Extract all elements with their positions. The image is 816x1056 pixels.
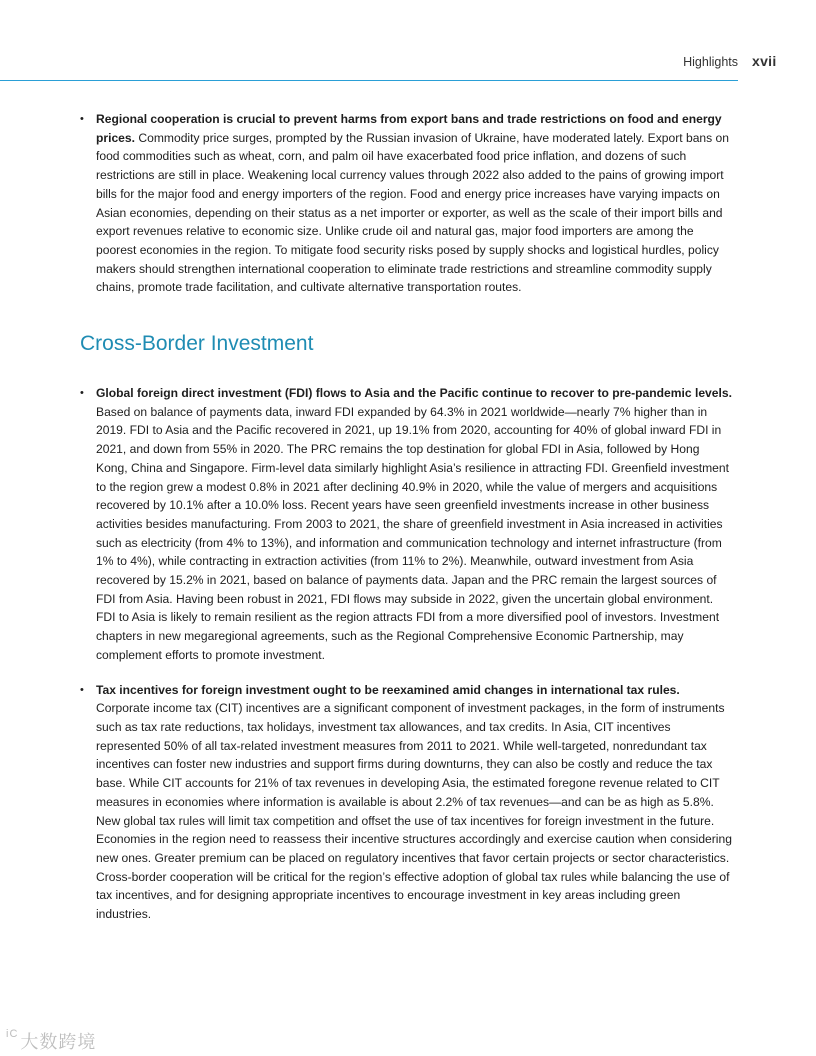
section-title: Cross-Border Investment [80,332,314,356]
page-number: xvii [752,53,777,69]
page-content [80,110,734,924]
bullet-lead-sentence: Global foreign direct investment (FDI) flows to Asia and the Pacific continue to recover to pre-pandemic levels. [96,386,732,401]
bullet-tax-incentives [80,681,734,924]
watermark-text: 大数跨境 [20,1032,97,1052]
watermark [6,1028,96,1054]
page-header [0,0,738,81]
bullet-lead-sentence: Tax incentives for foreign investment ought to be reexamined amid changes in international tax rules. [96,682,680,697]
bullet-lead-sentence: Regional cooperation is crucial to prevent harms from export bans and trade restrictions on food and energy prices. [96,112,722,145]
bullet-body-text: Commodity price surges, prompted by the Russian invasion of Ukraine, have moderated lately. Export bans on food commodities such as wheat, corn, and palm oil have exacerbated food price inflation, and dozens of such restrictions are still in place. Weakening local currency values through 2022 also added to the pains of growing import bills for the major food and energy importers of the region. Food and energy price increases have varying impacts on Asian economies, depending on their status as a net importer or exporter, as well as the scale of their import bills and export revenues relative to economic size. Unlike crude oil and natural gas, major food importers are among the poorest economies in the region. To mitigate food security risks posed by supply shocks and logistical hurdles, policy makers should strengthen international cooperation to eliminate trade restrictions and streamline commodity supply chains, promote trade facilitation, and cultivate alternative transportation routes. [96,130,730,295]
bullet-fdi-flows [80,384,734,665]
running-head-section: Highlights [683,55,738,69]
bullet-body-text: Based on balance of payments data, inward FDI expanded by 64.3% in 2021 worldwide—nearly 7% higher than in 2019. FDI to Asia and the Pacific recovered in 2021, up 19.1% from 2020, accounting for 40% of global inward FDI in 2021, and down from 55% in 2020. The PRC remains the top destination for global FDI in Asia, followed by Hong Kong, China and Singapore. Firm-level data similarly highlight Asia’s resilience in attracting FDI. Greenfield investment to the region grew a modest 0.8% in 2021 after declining 40.9% in 2020, while the value of mergers and acquisitions recovered by 10.1% after a 10.0% loss. Recent years have seen greenfield investments increase in other business activities besides manufacturing. From 2003 to 2021, the share of greenfield investment in Asia increased in activities such as electricity (from 4% to 13%), and information and communication technology and internet infrastructure (from 1% to 4%), while contracting in extraction activities (from 11% to 2%). Meanwhile, outward investment from Asia recovered by 15.2% in 2021, based on balance of payments data. Japan and the PRC remain the largest sources of FDI from Asia. Having been robust in 2021, FDI flows may subside in 2022, given the uncertain global environment. FDI to Asia is likely to remain resilient as the region attracts FDI from a more diversified pool of investors. Investment chapters in new megaregional agreements, such as the Regional Comprehensive Economic Partnership, may complement efforts to promote investment. [96,404,729,662]
watermark-logo-icon: iC [6,1028,19,1040]
bullet-body-text: Corporate income tax (CIT) incentives are a significant component of investment packages, in the form of instruments such as tax rate reductions, tax holidays, investment tax allowances, and tax credits. In Asia, CIT incentives represented 50% of all tax-related investment measures from 2011 to 2021. While well-targeted, nonredundant tax incentives can foster new industries and support firms during downturns, they can also be costly and reduce the tax base. While CIT accounts for 21% of tax revenues in developing Asia, the estimated foregone revenue related to CIT measures in economies where information is available is about 2.2% of tax revenues—and can be as high as 5.8%. New global tax rules will limit tax competition and offset the use of tax incentives for foreign investment in the future. Economies in the region need to reassess their incentive structures accordingly and exercise caution when considering new ones. Greater premium can be placed on regulatory incentives that favor certain projects or sector characteristics. Cross-border cooperation will be critical for the region’s effective adoption of global tax rules while balancing the use of tax incentives, and for designing appropriate incentives to encourage investment in key areas including green industries. [96,701,732,922]
bullet-regional-cooperation [80,110,734,297]
